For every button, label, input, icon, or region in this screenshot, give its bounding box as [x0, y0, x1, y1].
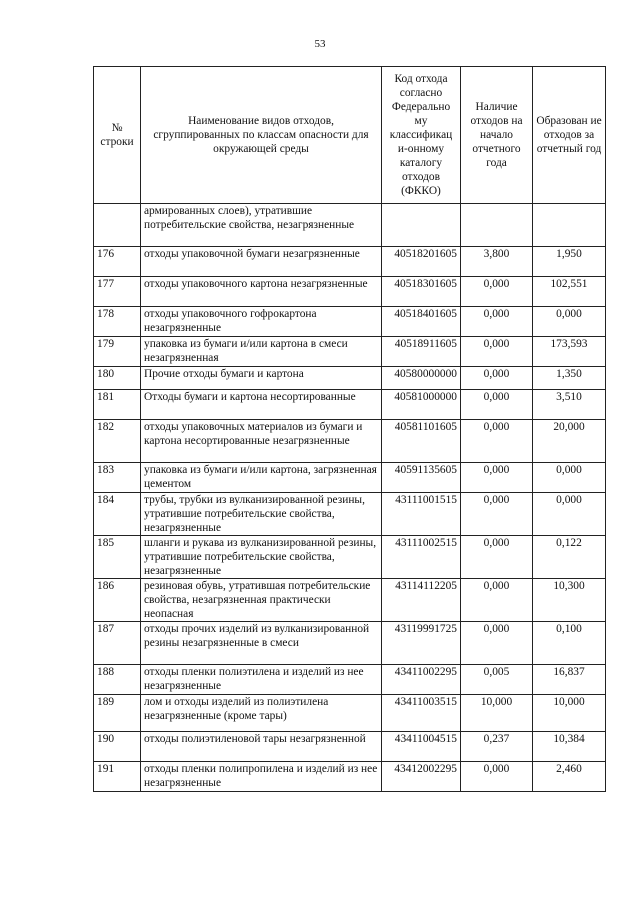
formed-amount-cell: 16,837 [533, 665, 606, 695]
row-number-cell: 191 [94, 762, 141, 792]
table-row [94, 463, 606, 493]
waste-name-cell: трубы, трубки из вулканизированной резины, утратившие потребительские свойства, незагрязненные [141, 493, 382, 536]
row-number-cell: 181 [94, 390, 141, 420]
fkko-code-cell: 43119991725 [382, 622, 461, 665]
header-start-amount: Наличие отходов на начало отчетного года [461, 67, 533, 204]
table-header-row [94, 67, 606, 204]
row-number-cell: 187 [94, 622, 141, 665]
waste-name-cell: Прочие отходы бумаги и картона [141, 367, 382, 390]
formed-amount-cell: 0,000 [533, 307, 606, 337]
formed-amount-cell: 2,460 [533, 762, 606, 792]
table-row [94, 732, 606, 762]
waste-name-cell: лом и отходы изделий из полиэтилена незагрязненные (кроме тары) [141, 695, 382, 732]
table-row [94, 307, 606, 337]
start-amount-cell: 10,000 [461, 695, 533, 732]
header-row-number: № строки [94, 67, 141, 204]
row-number-cell: 176 [94, 247, 141, 277]
start-amount-cell: 0,000 [461, 390, 533, 420]
start-amount-cell: 0,237 [461, 732, 533, 762]
formed-amount-cell: 20,000 [533, 420, 606, 463]
fkko-code-cell: 43114112205 [382, 579, 461, 622]
formed-amount-cell: 0,000 [533, 463, 606, 493]
row-number-cell: 184 [94, 493, 141, 536]
fkko-code-cell: 40518911605 [382, 337, 461, 367]
waste-name-cell: шланги и рукава из вулканизированной резины, утратившие потребительские свойства, незагрязненные [141, 536, 382, 579]
waste-name-cell: резиновая обувь, утратившая потребительские свойства, незагрязненная практически неопасная [141, 579, 382, 622]
waste-name-cell: отходы упаковочного гофрокартона незагрязненные [141, 307, 382, 337]
start-amount-cell: 0,000 [461, 277, 533, 307]
formed-amount-cell: 1,950 [533, 247, 606, 277]
row-number-cell: 189 [94, 695, 141, 732]
page-number: 53 [314, 38, 326, 50]
fkko-code-cell: 43411003515 [382, 695, 461, 732]
table-row [94, 665, 606, 695]
start-amount-cell [461, 204, 533, 247]
formed-amount-cell: 0,122 [533, 536, 606, 579]
row-number-cell: 177 [94, 277, 141, 307]
table-row [94, 337, 606, 367]
waste-name-cell: отходы пленки полиэтилена и изделий из нее незагрязненные [141, 665, 382, 695]
fkko-code-cell: 40581000000 [382, 390, 461, 420]
waste-name-cell: армированных слоев), утратившие потребительские свойства, незагрязненные [141, 204, 382, 247]
row-number-cell: 179 [94, 337, 141, 367]
start-amount-cell: 0,000 [461, 307, 533, 337]
start-amount-cell: 3,800 [461, 247, 533, 277]
fkko-code-cell: 40518301605 [382, 277, 461, 307]
fkko-code-cell: 40518201605 [382, 247, 461, 277]
formed-amount-cell: 10,300 [533, 579, 606, 622]
row-number-cell: 182 [94, 420, 141, 463]
table-row [94, 390, 606, 420]
start-amount-cell: 0,005 [461, 665, 533, 695]
waste-name-cell: отходы прочих изделий из вулканизированной резины незагрязненные в смеси [141, 622, 382, 665]
row-number-cell: 183 [94, 463, 141, 493]
header-fkko-code: Код отхода согласно Федерально му классификац и-онному каталогу отходов (ФККО) [382, 67, 461, 204]
table-row [94, 622, 606, 665]
start-amount-cell: 0,000 [461, 420, 533, 463]
table-row [94, 420, 606, 463]
formed-amount-cell: 10,000 [533, 695, 606, 732]
fkko-code-cell [382, 204, 461, 247]
header-waste-name: Наименование видов отходов, сгруппированных по классам опасности для окружающей среды [141, 67, 382, 204]
waste-table [93, 66, 606, 792]
table-row [94, 277, 606, 307]
start-amount-cell: 0,000 [461, 622, 533, 665]
fkko-code-cell: 43411004515 [382, 732, 461, 762]
row-number-cell: 180 [94, 367, 141, 390]
start-amount-cell: 0,000 [461, 493, 533, 536]
header-formed-amount: Образован ие отходов за отчетный год [533, 67, 606, 204]
waste-name-cell: отходы упаковочного картона незагрязненные [141, 277, 382, 307]
formed-amount-cell: 1,350 [533, 367, 606, 390]
row-number-cell: 185 [94, 536, 141, 579]
table-row [94, 695, 606, 732]
start-amount-cell: 0,000 [461, 463, 533, 493]
fkko-code-cell: 40581101605 [382, 420, 461, 463]
formed-amount-cell: 0,000 [533, 493, 606, 536]
table-row [94, 204, 606, 247]
row-number-cell: 186 [94, 579, 141, 622]
fkko-code-cell: 43412002295 [382, 762, 461, 792]
fkko-code-cell: 43111002515 [382, 536, 461, 579]
formed-amount-cell: 173,593 [533, 337, 606, 367]
table-row [94, 536, 606, 579]
fkko-code-cell: 43411002295 [382, 665, 461, 695]
table-body [94, 204, 606, 792]
row-number-cell: 178 [94, 307, 141, 337]
fkko-code-cell: 43111001515 [382, 493, 461, 536]
table-row [94, 493, 606, 536]
start-amount-cell: 0,000 [461, 579, 533, 622]
table-row [94, 367, 606, 390]
row-number-cell: 188 [94, 665, 141, 695]
waste-name-cell: отходы полиэтиленовой тары незагрязненной [141, 732, 382, 762]
start-amount-cell: 0,000 [461, 337, 533, 367]
start-amount-cell: 0,000 [461, 367, 533, 390]
formed-amount-cell: 102,551 [533, 277, 606, 307]
table-row [94, 247, 606, 277]
formed-amount-cell: 10,384 [533, 732, 606, 762]
row-number-cell: 190 [94, 732, 141, 762]
fkko-code-cell: 40580000000 [382, 367, 461, 390]
waste-name-cell: отходы пленки полипропилена и изделий из нее незагрязненные [141, 762, 382, 792]
waste-name-cell: Отходы бумаги и картона несортированные [141, 390, 382, 420]
formed-amount-cell [533, 204, 606, 247]
fkko-code-cell: 40518401605 [382, 307, 461, 337]
start-amount-cell: 0,000 [461, 762, 533, 792]
waste-name-cell: упаковка из бумаги и/или картона, загрязненная цементом [141, 463, 382, 493]
row-number-cell [94, 204, 141, 247]
formed-amount-cell: 0,100 [533, 622, 606, 665]
waste-name-cell: упаковка из бумаги и/или картона в смеси незагрязненная [141, 337, 382, 367]
table-row [94, 579, 606, 622]
waste-name-cell: отходы упаковочных материалов из бумаги и картона несортированные незагрязненные [141, 420, 382, 463]
start-amount-cell: 0,000 [461, 536, 533, 579]
waste-name-cell: отходы упаковочной бумаги незагрязненные [141, 247, 382, 277]
fkko-code-cell: 40591135605 [382, 463, 461, 493]
formed-amount-cell: 3,510 [533, 390, 606, 420]
table-row [94, 762, 606, 792]
